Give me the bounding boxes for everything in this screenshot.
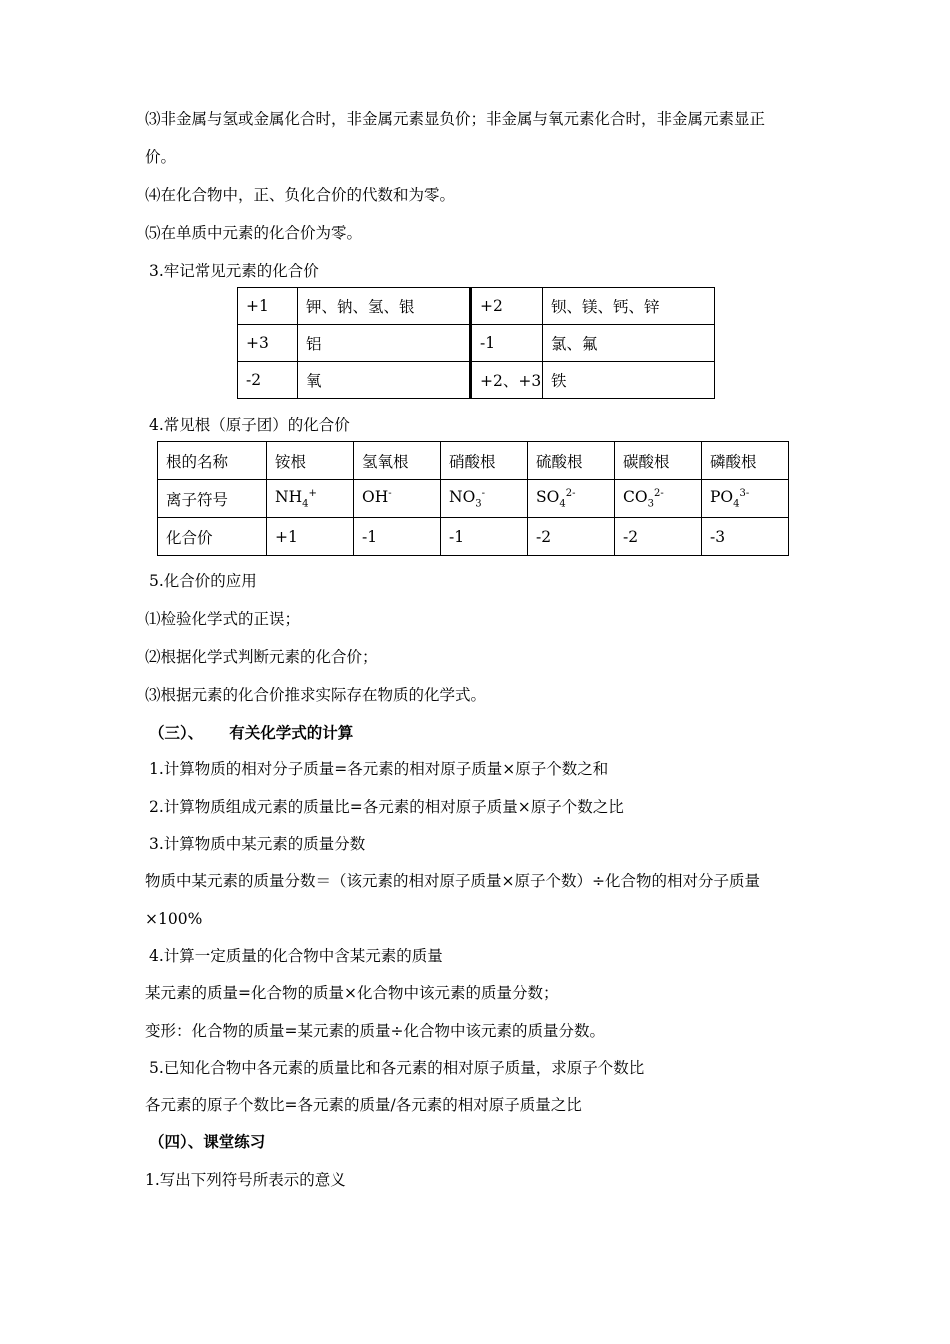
ion-symbol-hydroxide: OH- bbox=[354, 480, 441, 518]
row-label: 离子符号 bbox=[158, 480, 267, 518]
rule-3-line-2: 价。 bbox=[145, 148, 177, 166]
rule-4: ⑷在化合物中，正、负化合价的代数和为零。 bbox=[145, 186, 456, 204]
table-row bbox=[158, 480, 789, 518]
rule-5: ⑸在单质中元素的化合价为零。 bbox=[145, 224, 363, 242]
calc-3-formula-line-2: ×100% bbox=[145, 910, 203, 928]
ion-symbol-phosphate: $PO_4^{3-}$ bbox=[702, 480, 789, 518]
table-cell: 氧 bbox=[298, 362, 471, 399]
calc-5: 5.已知化合物中各元素的质量比和各元素的相对原子质量，求原子个数比 bbox=[149, 1059, 645, 1077]
table-cell: 氢氧根 bbox=[354, 442, 441, 480]
table-cell: -2 bbox=[238, 362, 298, 399]
table-cell: 硝酸根 bbox=[441, 442, 528, 480]
row-label: 根的名称 bbox=[158, 442, 267, 480]
exercise-1: 1.写出下列符号所表示的意义 bbox=[145, 1171, 346, 1189]
ion-symbol-sulfate: $SO_4^{2-}$ bbox=[528, 480, 615, 518]
table-cell: +3 bbox=[238, 325, 298, 362]
table-cell: -1 bbox=[471, 325, 543, 362]
table-row bbox=[158, 442, 789, 480]
application-1: ⑴检验化学式的正误； bbox=[145, 610, 301, 628]
application-3: ⑶根据元素的化合价推求实际存在物质的化学式。 bbox=[145, 686, 487, 704]
part-3-heading bbox=[149, 723, 353, 743]
calc-4-variant: 变形：化合物的质量=某元素的质量÷化合物中该元素的质量分数。 bbox=[145, 1022, 605, 1040]
table-row bbox=[158, 518, 789, 556]
table-cell: +2 bbox=[471, 288, 543, 325]
table-cell: -2 bbox=[615, 518, 702, 556]
row-label: 化合价 bbox=[158, 518, 267, 556]
section-3-heading: 3.牢记常见元素的化合价 bbox=[149, 262, 319, 280]
table-cell: -3 bbox=[702, 518, 789, 556]
heading-title: 有关化学式的计算 bbox=[229, 723, 354, 742]
table-cell: -1 bbox=[354, 518, 441, 556]
table-cell: 铝 bbox=[298, 325, 471, 362]
calc-3-formula-line-1: 物质中某元素的质量分数＝（该元素的相对原子质量×原子个数）÷化合物的相对分子质量 bbox=[145, 872, 760, 890]
table-cell: 氯、氟 bbox=[543, 325, 715, 362]
table-cell: +1 bbox=[267, 518, 354, 556]
table-cell: 碳酸根 bbox=[615, 442, 702, 480]
calc-4: 4.计算一定质量的化合物中含某元素的质量 bbox=[149, 947, 443, 965]
table-cell: +2、+3 bbox=[471, 362, 543, 399]
calc-5-formula: 各元素的原子个数比=各元素的质量/各元素的相对原子质量之比 bbox=[145, 1096, 582, 1114]
table-cell: 钡、镁、钙、锌 bbox=[543, 288, 715, 325]
ion-symbol-carbonate: $CO_3^{2-}$ bbox=[615, 480, 702, 518]
calc-1: 1.计算物质的相对分子质量=各元素的相对原子质量×原子个数之和 bbox=[149, 760, 609, 778]
calc-4-formula: 某元素的质量=化合物的质量×化合物中该元素的质量分数； bbox=[145, 984, 559, 1002]
ion-symbol-ammonium: $NH_4^+$ bbox=[267, 480, 354, 518]
radical-valence-table bbox=[157, 441, 789, 556]
table-row bbox=[238, 288, 715, 325]
calc-3: 3.计算物质中某元素的质量分数 bbox=[149, 835, 366, 853]
table-cell: 硫酸根 bbox=[528, 442, 615, 480]
table-row bbox=[238, 325, 715, 362]
table-cell: -2 bbox=[528, 518, 615, 556]
application-2: ⑵根据化学式判断元素的化合价； bbox=[145, 648, 378, 666]
table-cell: 钾、钠、氢、银 bbox=[298, 288, 471, 325]
section-4-heading: 4.常见根（原子团）的化合价 bbox=[149, 416, 350, 434]
table-cell: 铵根 bbox=[267, 442, 354, 480]
ion-symbol-nitrate: $NO_3^-$ bbox=[441, 480, 528, 518]
table-cell: 铁 bbox=[543, 362, 715, 399]
table-cell: -1 bbox=[441, 518, 528, 556]
calc-2: 2.计算物质组成元素的质量比=各元素的相对原子质量×原子个数之比 bbox=[149, 798, 624, 816]
table-cell: +1 bbox=[238, 288, 298, 325]
heading-prefix: （三）、 bbox=[149, 723, 204, 742]
part-4-heading: （四）、课堂练习 bbox=[149, 1132, 266, 1151]
table-row bbox=[238, 362, 715, 399]
table-cell: 磷酸根 bbox=[702, 442, 789, 480]
rule-3-line-1: ⑶非金属与氢或金属化合时，非金属元素显负价；非金属与氧元素化合时，非金属元素显正 bbox=[145, 110, 766, 128]
element-valence-table bbox=[237, 287, 715, 399]
section-5-heading: 5.化合价的应用 bbox=[149, 572, 257, 590]
